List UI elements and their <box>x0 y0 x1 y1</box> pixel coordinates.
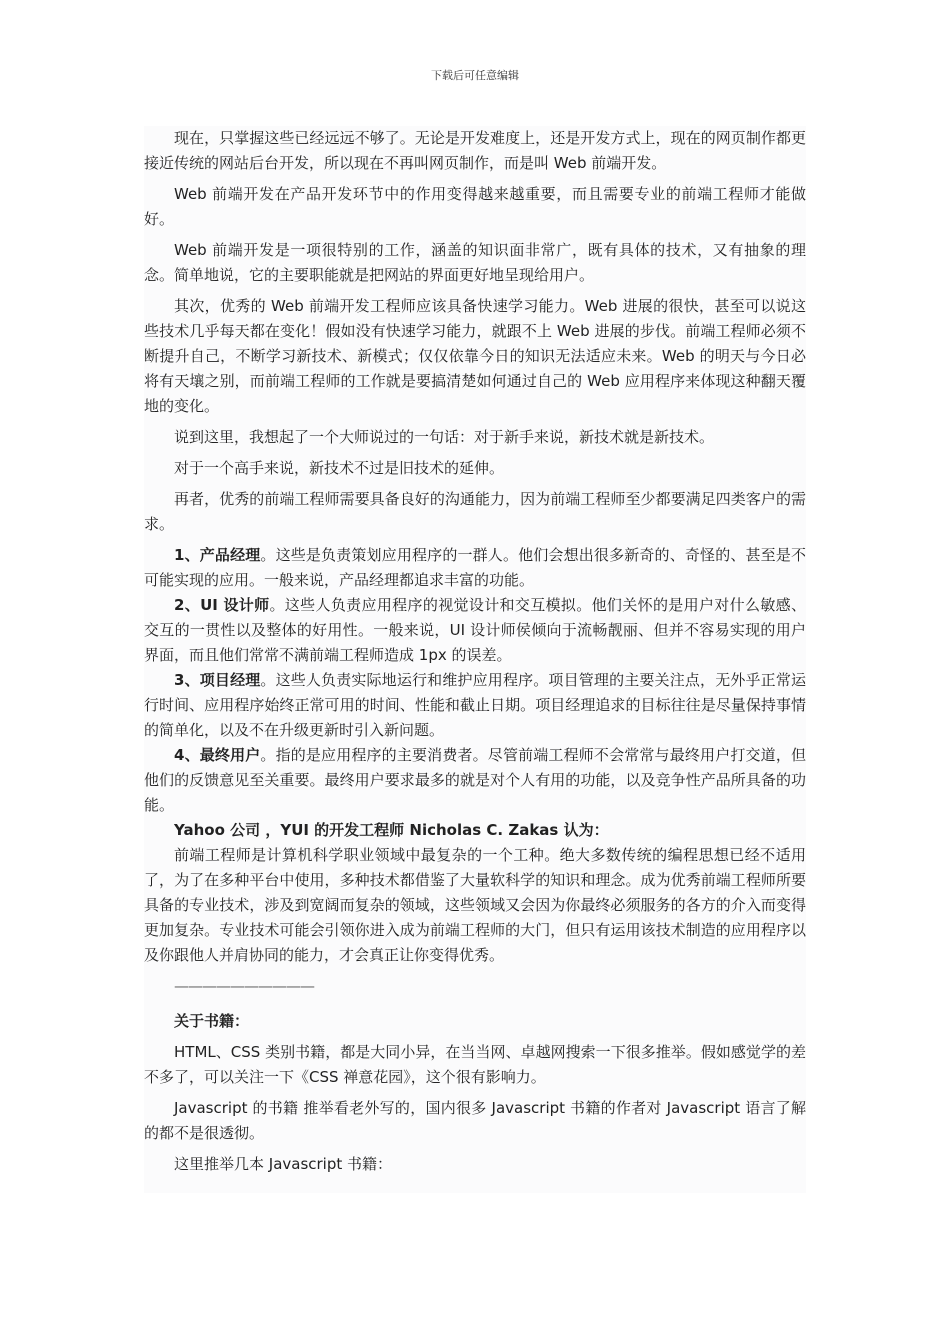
paragraph: Web 前端开发是一项很特别的工作，涵盖的知识面非常广，既有具体的技术，又有抽象的理念。简单地说，它的主要职能就是把网站的界面更好地呈现给用户。 <box>144 241 806 284</box>
client-text: 。这些人负责实际地运行和维护应用程序。项目管理的主要关注点，无外乎正常运行时间、应用程序始终正常可用的时间、性能和截止日期。项目经理追求的目标往往是尽量保持事情的简单化，以及不在升级更新时引入新问题。 <box>144 671 806 739</box>
paragraph: 说到这里，我想起了一个大师说过的一句话：对于新手来说，新技术就是新技术。 <box>174 428 715 446</box>
client-label: 3、项目经理 <box>174 671 261 689</box>
client-text: 。指的是应用程序的主要消费者。尽管前端工程师不会常常与最终用户打交道，但他们的反馈意见至关重要。最终用户要求最多的就是对个人有用的功能，以及竞争性产品所具备的功能。 <box>144 746 806 814</box>
client-text: 。这些人负责应用程序的视觉设计和交互模拟。他们关怀的是用户对什么敏感、交互的一贯性以及整体的好用性。一般来说，UI 设计师侯倾向于流畅靓丽、但并不容易实现的用户界面，而且他们常常不满前端工程师造成 1px 的误差。 <box>144 596 807 664</box>
paragraph: 对于一个高手来说，新技术不过是旧技术的延伸。 <box>174 459 505 477</box>
books-heading: 关于书籍： <box>174 1012 250 1030</box>
paragraph: 再者，优秀的前端工程师需要具备良好的沟通能力，因为前端工程师至少都要满足四类客户的需求。 <box>144 490 806 533</box>
client-label: 2、UI 设计师 <box>174 596 270 614</box>
client-label: 4、最终用户 <box>174 746 261 764</box>
section-divider: —————————— <box>174 977 314 995</box>
paragraph: Web 前端开发在产品开发环节中的作用变得越来越重要，而且需要专业的前端工程师才能做好。 <box>144 185 806 228</box>
client-item <box>144 543 806 593</box>
paragraph: 现在，只掌握这些已经远远不够了。无论是开发难度上，还是开发方式上，现在的网页制作都更接近传统的网站后台开发，所以现在不再叫网页制作，而是叫 Web 前端开发。 <box>144 129 806 172</box>
client-text: 。这些是负责策划应用程序的一群人。他们会想出很多新奇的、奇怪的、甚至是不可能实现的应用。一般来说，产品经理都追求丰富的功能。 <box>144 546 806 589</box>
client-item <box>144 668 806 743</box>
paragraph: HTML、CSS 类别书籍，都是大同小异，在当当网、卓越网搜索一下很多推举。假如感觉学的差不多了，可以关注一下《CSS 禅意花园》，这个很有影响力。 <box>144 1043 806 1086</box>
client-item <box>144 743 806 818</box>
page-header: 下载后可任意编辑 <box>431 69 519 82</box>
paragraph: 这里推举几本 Javascript 书籍： <box>174 1155 393 1173</box>
document-body <box>144 126 806 1193</box>
paragraph: 其次，优秀的 Web 前端开发工程师应该具备快速学习能力。Web 进展的很快，甚至可以说这些技术几乎每天都在变化！假如没有快速学习能力，就跟不上 Web 进展的步伐。前端工程师必须不断提升自己，不断学习新技术、新模式；仅仅依靠今日的知识无法适应未来。Web 的明天与今日必将有天壤之别，而前端工程师的工作就是要搞清楚如何通过自己的 Web 应用程序来体现这种翻天覆地的变化。 <box>144 297 806 415</box>
quote-heading: Yahoo 公司 ，YUI 的开发工程师 Nicholas C. Zakas 认为： <box>174 821 609 839</box>
client-item <box>144 593 806 668</box>
client-label: 1、产品经理 <box>174 546 261 564</box>
paragraph: Javascript 的书籍 推举看老外写的，国内很多 Javascript 书籍的作者对 Javascript 语言了解的都不是很透彻。 <box>144 1099 806 1142</box>
quote-text: 前端工程师是计算机科学职业领域中最复杂的一个工种。绝大多数传统的编程思想已经不适用了，为了在多种平台中使用，多种技术都借鉴了大量软科学的知识和理念。成为优秀前端工程师所要具备的专业技术，涉及到宽阔而复杂的领域，这些领域又会因为你最终必须服务的各方的介入而变得更加复杂。专业技术可能会引领你进入成为前端工程师的大门，但只有运用该技术制造的应用程序以及你跟他人并肩协同的能力，才会真正让你变得优秀。 <box>144 846 806 964</box>
